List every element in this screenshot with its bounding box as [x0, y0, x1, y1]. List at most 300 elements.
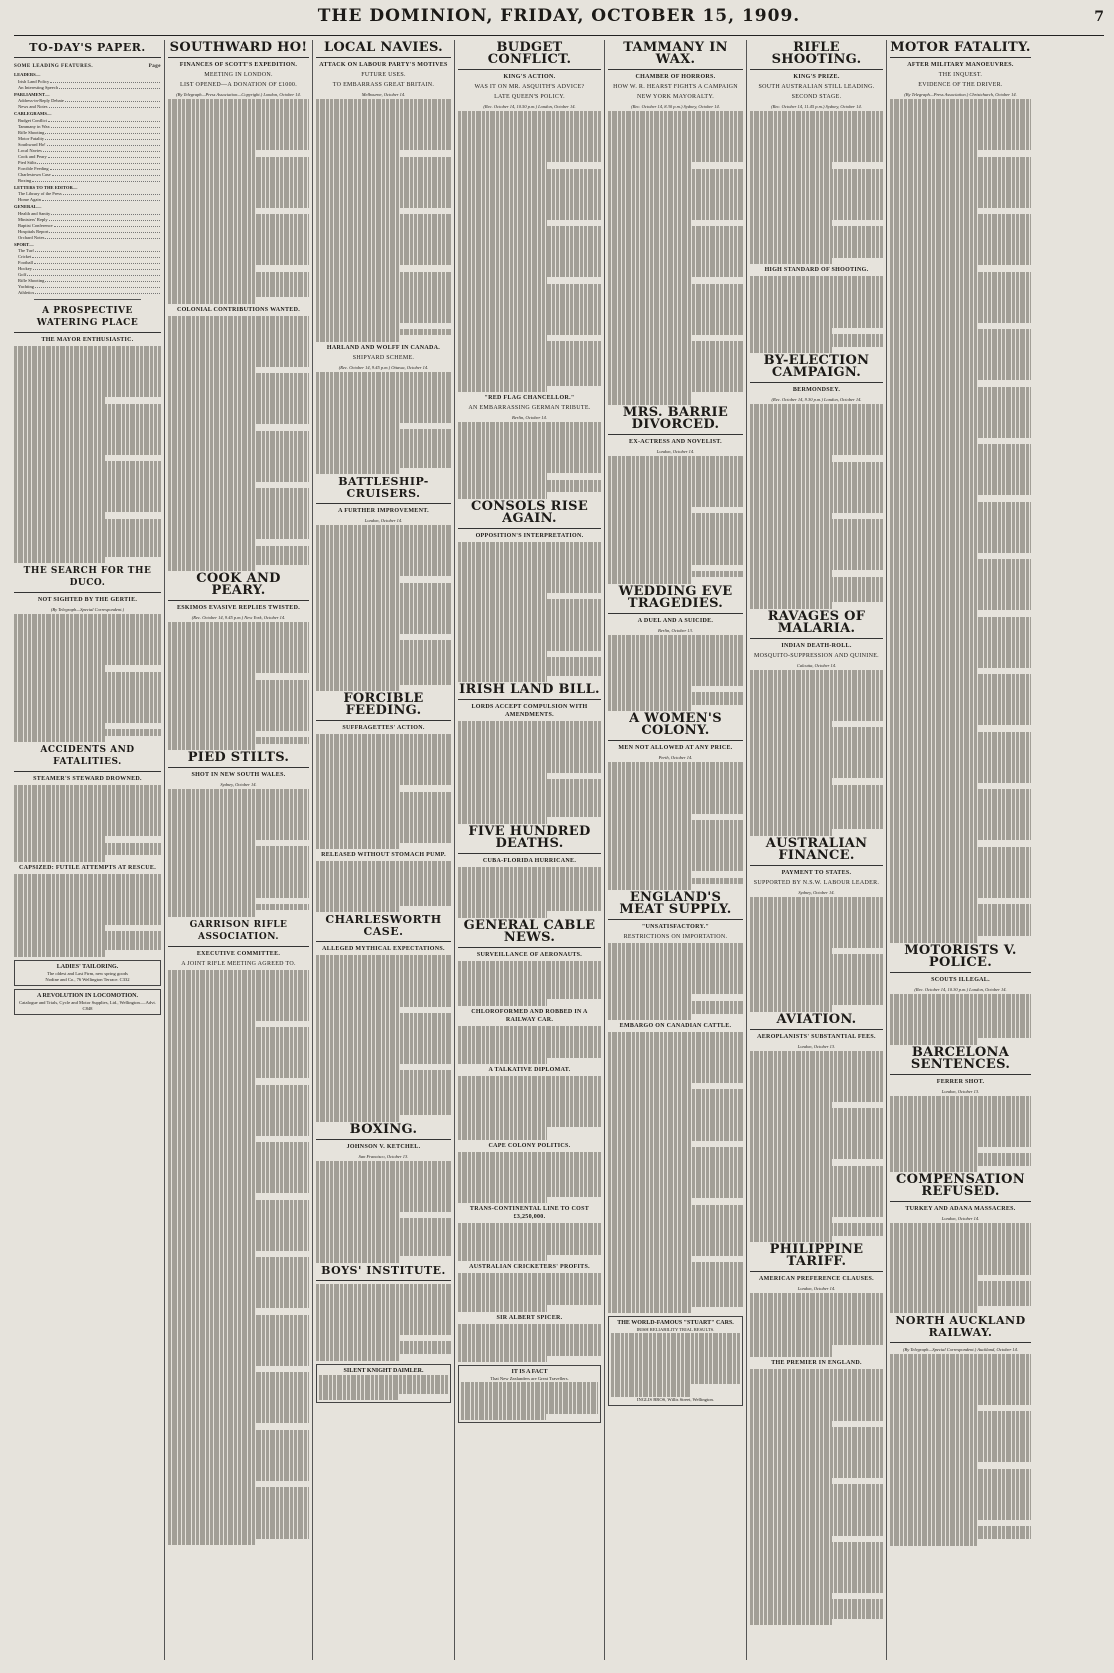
text-line: [458, 817, 547, 823]
column-1: [14, 40, 164, 1660]
text-line: [608, 884, 692, 890]
article-dateline: London, October 14.: [364, 518, 403, 524]
contents-item-label: Budget Conflict: [18, 117, 47, 123]
article-body: [458, 1223, 601, 1261]
article-title: FIVE HUNDRED DEATHS.: [458, 824, 601, 854]
article-subhead: "UNSATISFACTORY.": [641, 924, 710, 931]
article-subhead: ALLEGED MYTHICAL EXPECTATIONS.: [322, 946, 445, 953]
leader-dots: [32, 254, 160, 258]
article-subhead: SIR ALBERT SPICER.: [496, 1314, 563, 1321]
article-subhead: AN EMBARRASSING GERMAN TRIBUTE.: [468, 405, 591, 412]
ad-title: SILENT KNIGHT DAIMLER.: [343, 1367, 424, 1374]
leader-dots: [45, 278, 160, 282]
article-subhead: SECOND STAGE.: [791, 94, 842, 100]
text-line: [316, 1256, 400, 1262]
article-title: ACCIDENTS AND FATALITIES.: [14, 742, 161, 772]
article-subhead: PAYMENT TO STATES.: [781, 869, 852, 876]
columns: [14, 40, 1104, 1660]
article-title: SOUTHWARD HO!: [168, 40, 309, 58]
leader-dots: [35, 248, 160, 252]
article-body: [890, 994, 1031, 1045]
article-title: BATTLESHIP-CRUISERS.: [316, 474, 451, 504]
text-line: [461, 1414, 546, 1420]
article-dateline: London, October 14.: [941, 1216, 980, 1222]
article-subhead: KING'S PRIZE.: [793, 74, 840, 80]
article-title: BUDGET CONFLICT.: [458, 40, 601, 70]
text-line: [890, 936, 977, 942]
article-body: [458, 111, 601, 392]
article-dateline: London, October 13.: [941, 1088, 980, 1094]
text-line: [750, 1005, 832, 1011]
article-body: [890, 1223, 1031, 1312]
contents-title: TO-DAY'S PAPER.: [14, 40, 161, 58]
text-line: [458, 1305, 547, 1311]
article-subhead: MEN NOT ALLOWED AT ANY PRICE.: [618, 745, 733, 752]
text-line: [316, 335, 400, 341]
text-line: [750, 258, 832, 264]
leader-dots: [51, 211, 160, 215]
contents-item-label: Cook and Peary: [18, 153, 47, 159]
contents-category: LEADERS—: [14, 72, 41, 77]
article-body: [890, 1096, 1031, 1173]
contents-item-label: Ministers' Reply: [18, 216, 48, 222]
contents-item-label: Yachting: [18, 284, 35, 289]
text-line: [14, 950, 105, 956]
article-subhead: FUTURE USES.: [361, 72, 406, 78]
article-subhead: FERRER SHOT.: [936, 1078, 985, 1085]
text-line: [14, 855, 105, 861]
text-line: [458, 1058, 547, 1064]
ad-body: [319, 1375, 448, 1401]
ad-line: Nodine and Co., 76 Wellington Terrace. C332: [45, 976, 130, 982]
leader-dots: [47, 142, 160, 146]
article-subhead: HOW W. R. HEARST FIGHTS A CAMPAIGN: [613, 84, 738, 90]
article-dateline: London, October 13.: [797, 1043, 836, 1049]
contents-item: [14, 85, 161, 91]
leader-dots: [45, 130, 160, 134]
leader-dots: [48, 118, 160, 122]
contents-item-label: An Interesting Speech: [18, 84, 58, 90]
text-line: [168, 744, 255, 750]
ad-line: IRISH RELIABILITY TRIAL RESULTS.: [636, 1327, 715, 1333]
article-subhead: "RED FLAG CHANCELLOR.": [484, 395, 575, 402]
article-subhead: A DUEL AND A SUICIDE.: [637, 617, 714, 624]
contents-item-label: Address-in-Reply Debate: [18, 98, 64, 103]
leader-dots: [45, 136, 160, 140]
article-title: PHILIPPINE TARIFF.: [750, 1242, 883, 1272]
contents-item-label: Rifle Shooting: [18, 278, 45, 283]
contents-item-label: Hockey: [18, 266, 32, 271]
article-subhead: SHOT IN NEW SOUTH WALES.: [191, 771, 286, 778]
article-subhead: SURVEILLANCE OF AERONAUTS.: [476, 951, 583, 958]
article-body: [316, 955, 451, 1121]
article-title: BOXING.: [316, 1122, 451, 1140]
article-body: [608, 1032, 743, 1313]
ad-line: That New Zealanders are Great Travellers.: [490, 1375, 569, 1381]
article-body: [750, 1293, 883, 1357]
article-title: THE SEARCH FOR THE DUCO.: [14, 563, 161, 593]
article-body: [458, 721, 601, 823]
text-line: [168, 1539, 255, 1545]
text-line: [458, 492, 547, 498]
article-body: [168, 316, 309, 572]
article-subhead: LORDS ACCEPT COMPULSION WITH AMENDMENTS.: [471, 704, 588, 719]
contents-category: LETTERS TO THE EDITOR—: [14, 184, 78, 190]
article-body: [750, 897, 883, 1012]
text-line: [316, 843, 400, 849]
article-body: [890, 99, 1031, 943]
contents-page-label: Page: [148, 64, 161, 69]
leader-dots: [34, 260, 160, 264]
article-title: COMPENSATION REFUSED.: [890, 1172, 1031, 1202]
text-line: [458, 1133, 547, 1139]
article-dateline: Perth, October 14.: [658, 755, 693, 761]
article-subhead: EMBARGO ON CANADIAN CATTLE.: [619, 1022, 732, 1029]
advertisement: [458, 1365, 601, 1423]
article-dateline: Sydney, October 14.: [798, 889, 835, 895]
article-dateline: (Rec. October 14, 9.30 p.m.) London, October 14.: [771, 397, 862, 403]
leader-dots: [59, 85, 160, 89]
leader-dots: [48, 154, 160, 158]
contents-item-label: The Library of the Press: [18, 191, 62, 196]
article-body: [750, 670, 883, 836]
article-subhead: A FURTHER IMPROVEMENT.: [338, 508, 429, 515]
text-line: [890, 1038, 977, 1044]
article-body: [458, 422, 601, 499]
article-subhead: OPPOSITION'S INTERPRETATION.: [475, 532, 584, 539]
contents-item-label: Tammany in Wax: [18, 123, 50, 129]
article-body: [750, 404, 883, 609]
leader-dots: [49, 217, 160, 221]
contents-item-label: Cricket: [18, 254, 32, 259]
contents-category: SPORT—: [14, 241, 34, 247]
article-dateline: (Rec. October 14, 9.45 p.m.) New York, October 14.: [191, 615, 286, 621]
leader-dots: [65, 98, 160, 102]
article-subhead: A TALKATIVE DIPLOMAT.: [488, 1066, 571, 1073]
column-2: [164, 40, 312, 1660]
article-body: [458, 961, 601, 1006]
ad-line: Catalogue and Trials, Cycle and Motor Supplies, Ltd., Wellington.—Advt. C848: [19, 999, 156, 1011]
contents-item-label: Charlestown Case: [18, 171, 51, 177]
article-subhead: NOT SIGHTED BY THE GERTIE.: [37, 597, 138, 604]
contents-item-label: Baptist Conference: [18, 222, 53, 228]
article-subhead: TRANS-CONTINENTAL LINE TO COST £3,250,000.: [469, 1205, 590, 1220]
article-title: MOTOR FATALITY.: [890, 40, 1031, 58]
article-title: MRS. BARRIE DIVORCED.: [608, 405, 743, 435]
article-subhead: MEETING IN LONDON.: [204, 72, 273, 78]
text-line: [608, 1014, 692, 1020]
leader-dots: [50, 79, 160, 83]
article-dateline: (By Telegraph—Press Association—Copyright.) London, October 14.: [176, 92, 301, 97]
text-line: [168, 565, 255, 571]
article-title: COOK AND PEARY.: [168, 571, 309, 601]
text-line: [14, 557, 105, 563]
contents-item-label: Boxing: [18, 177, 32, 183]
leader-dots: [63, 191, 160, 195]
article-title: WEDDING EVE TRAGEDIES.: [608, 584, 743, 614]
ad-body: [461, 1382, 598, 1420]
article-dateline: Berlin, October 13.: [658, 627, 693, 633]
contents-item: [14, 104, 161, 110]
article-body: [608, 635, 743, 712]
article-body: [608, 943, 743, 1020]
article-title: CHARLESWORTH CASE.: [316, 912, 451, 942]
article-title: FORCIBLE FEEDING.: [316, 691, 451, 721]
text-line: [750, 1236, 832, 1242]
leader-dots: [33, 266, 160, 270]
article-body: [608, 456, 743, 584]
article-body: [316, 525, 451, 691]
article-subhead: SUFFRAGETTES' ACTION.: [342, 725, 425, 732]
article-subhead: TO EMBARRASS GREAT BRITAIN.: [332, 82, 435, 88]
article-subhead: AEROPLANISTS' SUBSTANTIAL FEES.: [757, 1033, 876, 1040]
text-line: [458, 676, 547, 682]
article-dateline: London, October 14.: [797, 1286, 836, 1292]
contents-category: CABLEGRAMS—: [14, 111, 52, 116]
text-line: [750, 347, 832, 353]
contents-item-label: Rifle Shooting: [18, 129, 45, 135]
article-body: [14, 614, 161, 742]
leader-dots: [35, 284, 160, 288]
ad-line: INGLIS BROS, Willis Street, Wellington.: [637, 1397, 714, 1403]
text-line: [608, 577, 692, 583]
text-line: [316, 468, 400, 474]
article-subhead: INDIAN DEATH-ROLL.: [781, 642, 852, 649]
text-line: [319, 1394, 399, 1400]
article-subhead: ESKIMOS EVASIVE REPLIES TWISTED.: [176, 605, 301, 612]
article-title: BY-ELECTION CAMPAIGN.: [750, 353, 883, 383]
article-dateline: (Rec. October 14, 11.45 p.m.) Sydney, October 14.: [771, 104, 862, 109]
article-title: BOYS' INSTITUTE.: [316, 1263, 451, 1281]
article-subhead: EXECUTIVE COMMITTEE.: [196, 950, 281, 957]
ad-line: The oldest and Last Firm, new spring goods: [47, 970, 128, 976]
article-dateline: (By Telegraph—Special Correspondent.): [50, 607, 125, 613]
article-title: AVIATION.: [750, 1012, 883, 1030]
column-7: [886, 40, 1034, 1660]
article-subhead: THE PREMIER IN ENGLAND.: [771, 1360, 862, 1367]
leader-dots: [49, 229, 160, 233]
text-line: [750, 829, 832, 835]
article-subhead: CAPSIZED: FUTILE ATTEMPTS AT RESCUE.: [19, 864, 156, 871]
contents-item: [14, 178, 161, 184]
article-subhead: AUSTRALIAN CRICKETERS' PROFITS.: [469, 1264, 590, 1271]
contents-item-label: Football: [18, 260, 34, 265]
article-subhead: AMERICAN PREFERENCE CLAUSES.: [759, 1276, 874, 1283]
leader-dots: [32, 178, 160, 182]
article-title: CONSOLS RISE AGAIN.: [458, 499, 601, 529]
contents-subtitle: SOME LEADING FEATURES.: [14, 64, 94, 69]
contents-item-label: Local Navies: [18, 147, 42, 153]
leader-dots: [49, 104, 161, 108]
article-title: BARCELONA SENTENCES.: [890, 1045, 1031, 1075]
text-line: [14, 736, 105, 742]
article-subhead: TURKEY AND ADANA MASSACRES.: [905, 1206, 1016, 1213]
contents-item-label: Golf: [18, 272, 27, 277]
contents-item-label: Hospitals Report: [18, 228, 49, 234]
article-subhead: LIST OPENED—A DONATION OF £1000.: [180, 82, 297, 88]
article-title: LOCAL NAVIES.: [316, 40, 451, 58]
article-body: [316, 1284, 451, 1361]
article-subhead: LATE QUEEN'S POLICY.: [494, 94, 565, 100]
ad-title: IT IS A FACT: [511, 1368, 548, 1375]
leader-dots: [35, 290, 160, 294]
article-body: [14, 785, 161, 862]
contents-item-label: Southward Ho!: [18, 141, 46, 147]
leader-dots: [52, 172, 160, 176]
contents-item-label: The Turf: [18, 248, 34, 253]
text-line: [168, 910, 255, 916]
article-dateline: (Rec. October 14, 10.30 p.m.) London, October 14.: [914, 986, 1007, 992]
article-title: GENERAL CABLE NEWS.: [458, 918, 601, 948]
contents-item-label: Orchard Notes: [18, 234, 45, 240]
article-dateline: Berlin, October 14.: [512, 415, 547, 421]
text-line: [608, 399, 692, 405]
article-body: [316, 861, 451, 912]
text-line: [890, 1166, 977, 1172]
ad-body: [611, 1333, 740, 1397]
article-subhead: A JOINT RIFLE MEETING AGREED TO.: [181, 960, 296, 967]
article-subhead: COLONIAL CONTRIBUTIONS WANTED.: [176, 306, 301, 313]
article-subhead: CHAMBER OF HORRORS.: [635, 74, 716, 80]
article-subhead: HARLAND AND WOLFF IN CANADA.: [326, 344, 441, 351]
article-subhead: SOUTH AUSTRALIAN STILL LEADING.: [758, 84, 875, 90]
article-subhead: BERMONDSEY.: [792, 387, 841, 394]
article-subhead: NEW YORK MAYORALTY.: [637, 94, 714, 100]
leader-dots: [51, 124, 160, 128]
article-title: A PROSPECTIVE WATERING PLACE: [14, 303, 161, 333]
article-body: [458, 1273, 601, 1311]
text-line: [608, 1307, 692, 1313]
text-line: [890, 1539, 977, 1545]
article-subhead: EX-ACTRESS AND NOVELIST.: [629, 438, 722, 445]
advertisement: [14, 989, 161, 1015]
article-body: [890, 1354, 1031, 1546]
contents-category: PARLIAMENT—: [14, 91, 50, 97]
article-body: [458, 1324, 601, 1362]
contents-item-label: Athletics: [18, 290, 35, 295]
text-line: [316, 1115, 400, 1121]
article-subhead: MOSQUITO-SUPPRESSION AND QUININE.: [754, 652, 879, 659]
article-body: [608, 111, 743, 405]
article-subhead: SCOUTS ILLEGAL.: [931, 976, 990, 983]
article-dateline: (Rec. October 14, 9.45 p.m.) Ottawa, October 14.: [338, 364, 429, 370]
article-title: RIFLE SHOOTING.: [750, 40, 883, 70]
contents-item-label: Motor Fatality: [18, 135, 45, 141]
contents-item-label: Pied Stilts: [18, 159, 37, 165]
article-body: [168, 789, 309, 917]
article-subhead: STEAMER'S STEWARD DROWNED.: [33, 776, 142, 783]
contents-box: [14, 40, 161, 296]
article-subhead: SUPPORTED BY N.S.W. LABOUR LEADER.: [753, 879, 880, 886]
article-title: PIED STILTS.: [168, 750, 309, 768]
leader-dots: [43, 148, 160, 152]
contents-item-label: Health and Sanity: [18, 210, 51, 216]
article-dateline: (Rec. October 14, 8.30 p.m.) Sydney, October 14.: [631, 104, 720, 109]
article-dateline: Calcutta, October 14.: [796, 662, 837, 668]
article-body: [14, 346, 161, 563]
column-3: [312, 40, 454, 1660]
contents-item-label: Home Again: [18, 197, 41, 202]
article-body: [458, 1026, 601, 1064]
text-line: [316, 906, 400, 912]
text-line: [750, 1619, 832, 1625]
ad-title: LADIES' TAILORING.: [56, 963, 119, 970]
text-line: [458, 386, 547, 392]
article-body: [316, 734, 451, 849]
article-dateline: (By Telegraph—Press Association.) Christchurch, October 14.: [904, 92, 1017, 97]
leader-dots: [45, 235, 160, 239]
advertisement: [608, 1316, 743, 1406]
article-body: [750, 1369, 883, 1625]
ad-title: THE WORLD-FAMOUS "STUART" CARS.: [617, 1320, 734, 1327]
leader-dots: [50, 166, 160, 170]
text-line: [611, 1391, 691, 1397]
article-title: NORTH AUCKLAND RAILWAY.: [890, 1313, 1031, 1343]
contents-item: [14, 235, 161, 241]
ad-title: A REVOLUTION IN LOCOMOTION.: [37, 992, 138, 999]
article-body: [458, 542, 601, 683]
article-subhead: CAPE COLONY POLITICS.: [488, 1142, 571, 1149]
text-line: [750, 602, 832, 608]
article-dateline: San Francisco, October 13.: [358, 1153, 409, 1159]
article-body: [316, 1161, 451, 1263]
article-dateline: Melbourne, October 14.: [361, 92, 406, 97]
article-body: [316, 372, 451, 474]
text-line: [168, 297, 255, 303]
contents-item-label: News and Notes: [18, 104, 48, 109]
article-subhead: THE INQUEST.: [938, 72, 983, 78]
column-4: [454, 40, 604, 1660]
article-body: [14, 874, 161, 957]
article-subhead: SHIPYARD SCHEME.: [352, 354, 415, 361]
article-subhead: WAS IT ON MR. ASQUITH'S ADVICE?: [474, 84, 585, 90]
text-line: [458, 911, 547, 917]
leader-dots: [27, 272, 160, 276]
article-title: IRISH LAND BILL.: [458, 682, 601, 700]
leader-dots: [54, 223, 160, 227]
article-body: [168, 622, 309, 750]
advertisement: [14, 960, 161, 986]
article-subhead: FINANCES OF SCOTT'S EXPEDITION.: [179, 62, 298, 68]
article-title: AUSTRALIAN FINANCE.: [750, 836, 883, 866]
text-line: [458, 1197, 547, 1203]
article-title: TAMMANY IN WAX.: [608, 40, 743, 70]
article-body: [458, 1076, 601, 1140]
contents-list: [14, 72, 161, 296]
article-dateline: (By Telegraph—Special Correspondent.) Auckland, October 14.: [902, 1346, 1019, 1352]
article-subhead: THE MAYOR ENTHUSIASTIC.: [41, 337, 134, 343]
article-body: [458, 1152, 601, 1203]
article-subhead: RELEASED WITHOUT STOMACH PUMP.: [321, 852, 446, 859]
column-6: [746, 40, 886, 1660]
text-line: [458, 1255, 547, 1261]
advertisement: [316, 1364, 451, 1404]
article-body: [458, 867, 601, 918]
article-body: [316, 99, 451, 342]
page-number: 7: [1094, 9, 1104, 25]
contents-item-label: Forcible Feeding: [18, 165, 49, 171]
contents-item: [14, 290, 161, 296]
leader-dots: [37, 160, 160, 164]
article-subhead: AFTER MILITARY MANOEUVRES.: [907, 62, 1014, 68]
text-line: [890, 1306, 977, 1312]
article-dateline: London, October 14.: [656, 448, 695, 454]
article-dateline: Sydney, October 14.: [220, 781, 257, 787]
article-body: [168, 99, 309, 304]
article-body: [608, 762, 743, 890]
article-subhead: KING'S ACTION.: [503, 74, 556, 80]
article-title: MOTORISTS V. POLICE.: [890, 943, 1031, 973]
